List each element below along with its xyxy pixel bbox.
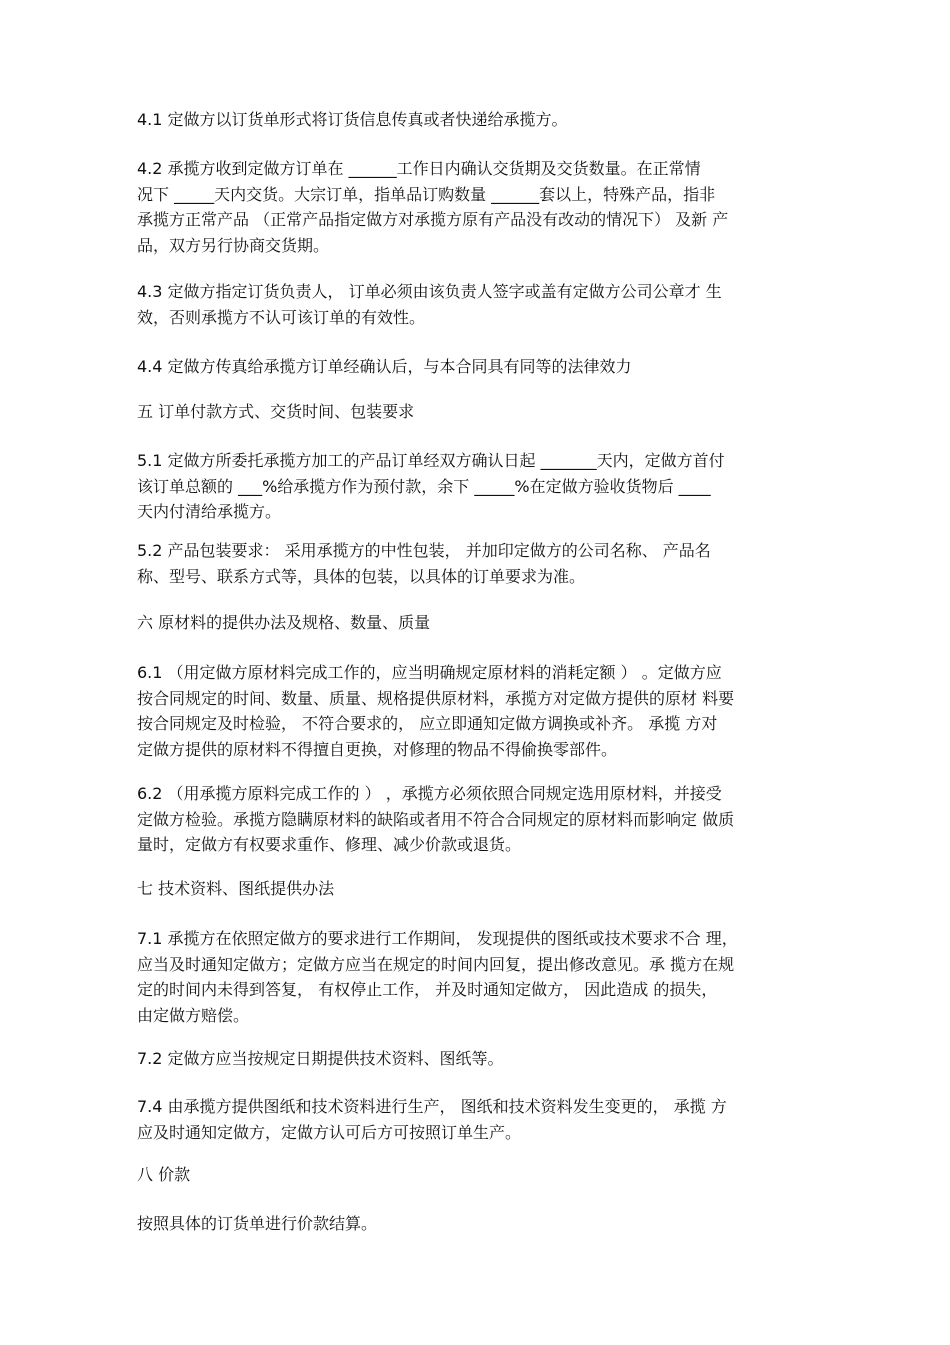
text-line: 该订单总额的 ___%给承揽方作为预付款，余下 _____%在定做方验收货物后 ____ [137, 476, 711, 496]
clause-7-4 [137, 1094, 817, 1145]
text-line: 7.4 由承揽方提供图纸和技术资料进行生产， 图纸和技术资料发生变更的， 承揽 方 [137, 1097, 727, 1116]
clause-7-2 [137, 1046, 817, 1072]
text-line: 7.2 定做方应当按规定日期提供技术资料、图纸等。 [137, 1049, 504, 1068]
clause-4-2 [137, 156, 817, 258]
text-line: 效，否则承揽方不认可该订单的有效性。 [137, 307, 426, 327]
clause-4-4 [137, 354, 817, 380]
section-heading-7 [137, 876, 817, 902]
text-line: 定的时间内未得到答复， 有权停止工作， 并及时通知定做方， 因此造成 的损失， [137, 980, 718, 999]
clause-6-1 [137, 660, 817, 762]
section-heading-6 [137, 610, 817, 636]
text-line: 天内付清给承揽方。 [137, 502, 282, 521]
section-heading-5 [137, 399, 817, 425]
clause-8 [137, 1211, 817, 1237]
clause-4-1 [137, 107, 817, 133]
text-line: 5.2 产品包装要求： 采用承揽方的中性包装， 并加印定做方的公司名称、 产品名 [137, 541, 711, 560]
text-line: 承揽方正常产品 （正常产品指定做方对承揽方原有产品没有改动的情况下） 及新 产 [137, 210, 729, 229]
clause-5-1 [137, 448, 817, 525]
text-line: 应及时通知定做方，定做方认可后方可按照订单生产。 [137, 1122, 522, 1142]
text-line: 4.4 定做方传真给承揽方订单经确认后，与本合同具有同等的法律效力 [137, 357, 632, 376]
text-line: 量时，定做方有权要求重作、修理、减少价款或退货。 [137, 835, 522, 854]
text-line: 应当及时通知定做方；定做方应当在规定的时间内回复，提出修改意见。承 揽方在规 [137, 954, 735, 974]
clause-4-3 [137, 279, 817, 330]
text-line: 按照具体的订货单进行价款结算。 [137, 1214, 378, 1233]
clause-5-2 [137, 538, 817, 589]
section-heading: 七 技术资料、图纸提供办法 [137, 879, 335, 898]
text-line: 6.1 （用定做方原材料完成工作的，应当明确规定原材料的消耗定额 ） 。定做方应 [137, 663, 722, 682]
text-line: 5.1 定做方所委托承揽方加工的产品订单经双方确认日起 _______天内，定做方首付 [137, 451, 725, 470]
text-line: 定做方检验。承揽方隐瞒原材料的缺陷或者用不符合合同规定的原材料而影响定 做质 [137, 809, 735, 829]
text-line: 称、型号、联系方式等，具体的包装，以具体的订单要求为准。 [137, 566, 586, 586]
clause-7-1 [137, 926, 817, 1028]
text-line: 6.2 （用承揽方原料完成工作的 ） ，承揽方必须依照合同规定选用原材料，并接受 [137, 784, 722, 803]
clause-6-2 [137, 781, 817, 858]
text-line: 4.3 定做方指定订货负责人， 订单必须由该负责人签字或盖有定做方公司公章才 生 [137, 282, 722, 301]
text-line: 定做方提供的原材料不得擅自更换，对修理的物品不得偷换零部件。 [137, 739, 618, 759]
text-line: 按合同规定及时检验， 不符合要求的， 应立即通知定做方调换或补齐。 承揽 方对 [137, 714, 718, 733]
section-heading-8 [137, 1162, 817, 1188]
text-line: 由定做方赔偿。 [137, 1005, 250, 1025]
text-line: 4.2 承揽方收到定做方订单在 ______工作日内确认交货期及交货数量。在正常情 [137, 159, 701, 178]
section-heading: 八 价款 [137, 1165, 191, 1184]
text-line: 4.1 定做方以订货单形式将订货信息传真或者快递给承揽方。 [137, 110, 568, 129]
section-heading: 六 原材料的提供办法及规格、数量、质量 [137, 613, 431, 632]
text-line: 品，双方另行协商交货期。 [137, 235, 330, 255]
section-heading: 五 订单付款方式、交货时间、包装要求 [137, 402, 415, 421]
text-line: 7.1 承揽方在依照定做方的要求进行工作期间， 发现提供的图纸或技术要求不合 理， [137, 929, 738, 948]
text-line: 况下 _____天内交货。大宗订单，指单品订购数量 ______套以上，特殊产品，指非 [137, 184, 716, 204]
text-line: 按合同规定的时间、数量、质量、规格提供原材料，承揽方对定做方提供的原材 料要 [137, 688, 735, 708]
